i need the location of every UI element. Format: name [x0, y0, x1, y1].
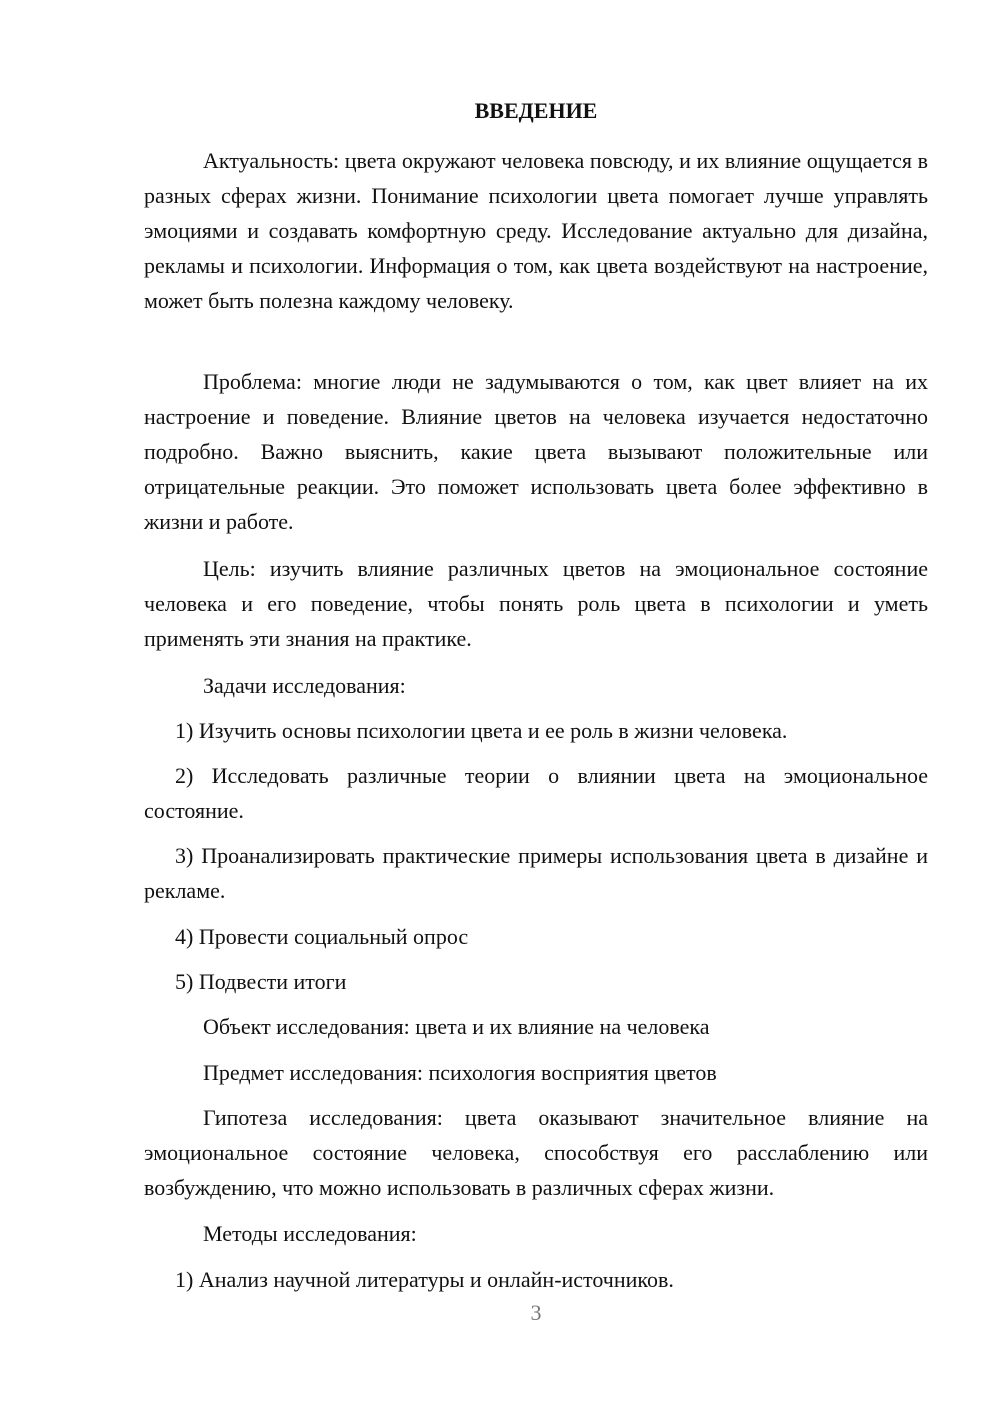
goal-paragraph: Цель: изучить влияние различных цветов на эмоциональное состояние человека и его поведение, чтобы понять роль цвета в психологии и уметь применять эти знания на практике. [144, 556, 928, 651]
problem-paragraph: Проблема: многие люди не задумываются о том, как цвет влияет на их настроение и поведение. Влияние цветов на человека изучается недостаточно подробно. Важно выяснить, какие цвета вызывают положительные или отрицательные реакции. Это поможет использовать цвета более эффективно в жизни и работе. [144, 369, 928, 534]
relevance-paragraph: Актуальность: цвета окружают человека повсюду, и их влияние ощущается в разных сферах жизни. Понимание психологии цвета помогает лучше управлять эмоциями и создавать комфортную среду. Исследование актуально для дизайна, рекламы и психологии. Информация о том, как цвета воздействуют на настроение, может быть полезна каждому человеку. [144, 148, 928, 313]
object-paragraph: Объект исследования: цвета и их влияние на человека [203, 1014, 710, 1039]
task-item: 4) Провести социальный опрос [175, 924, 469, 949]
subject-paragraph: Предмет исследования: психология восприятия цветов [203, 1060, 717, 1085]
task-item: 5) Подвести итоги [175, 969, 347, 994]
task-item: 1) Изучить основы психологии цвета и ее роль в жизни человека. [175, 718, 788, 743]
section-heading: ВВЕДЕНИЕ [474, 98, 598, 123]
task-item: 2) Исследовать различные теории о влиянии цвета на эмоциональное состояние. [144, 763, 928, 823]
hypothesis-paragraph: Гипотеза исследования: цвета оказывают значительное влияние на эмоциональное состояние человека, способствуя его расслаблению или возбуждению, что можно использовать в различных сферах жизни. [144, 1105, 928, 1200]
method-item: 1) Анализ научной литературы и онлайн-источников. [175, 1267, 674, 1292]
page-number: 3 [530, 1300, 542, 1325]
methods-title: Методы исследования: [203, 1221, 417, 1246]
task-item: 3) Проанализировать практические примеры использования цвета в дизайне и рекламе. [144, 843, 928, 903]
tasks-title: Задачи исследования: [203, 673, 406, 698]
